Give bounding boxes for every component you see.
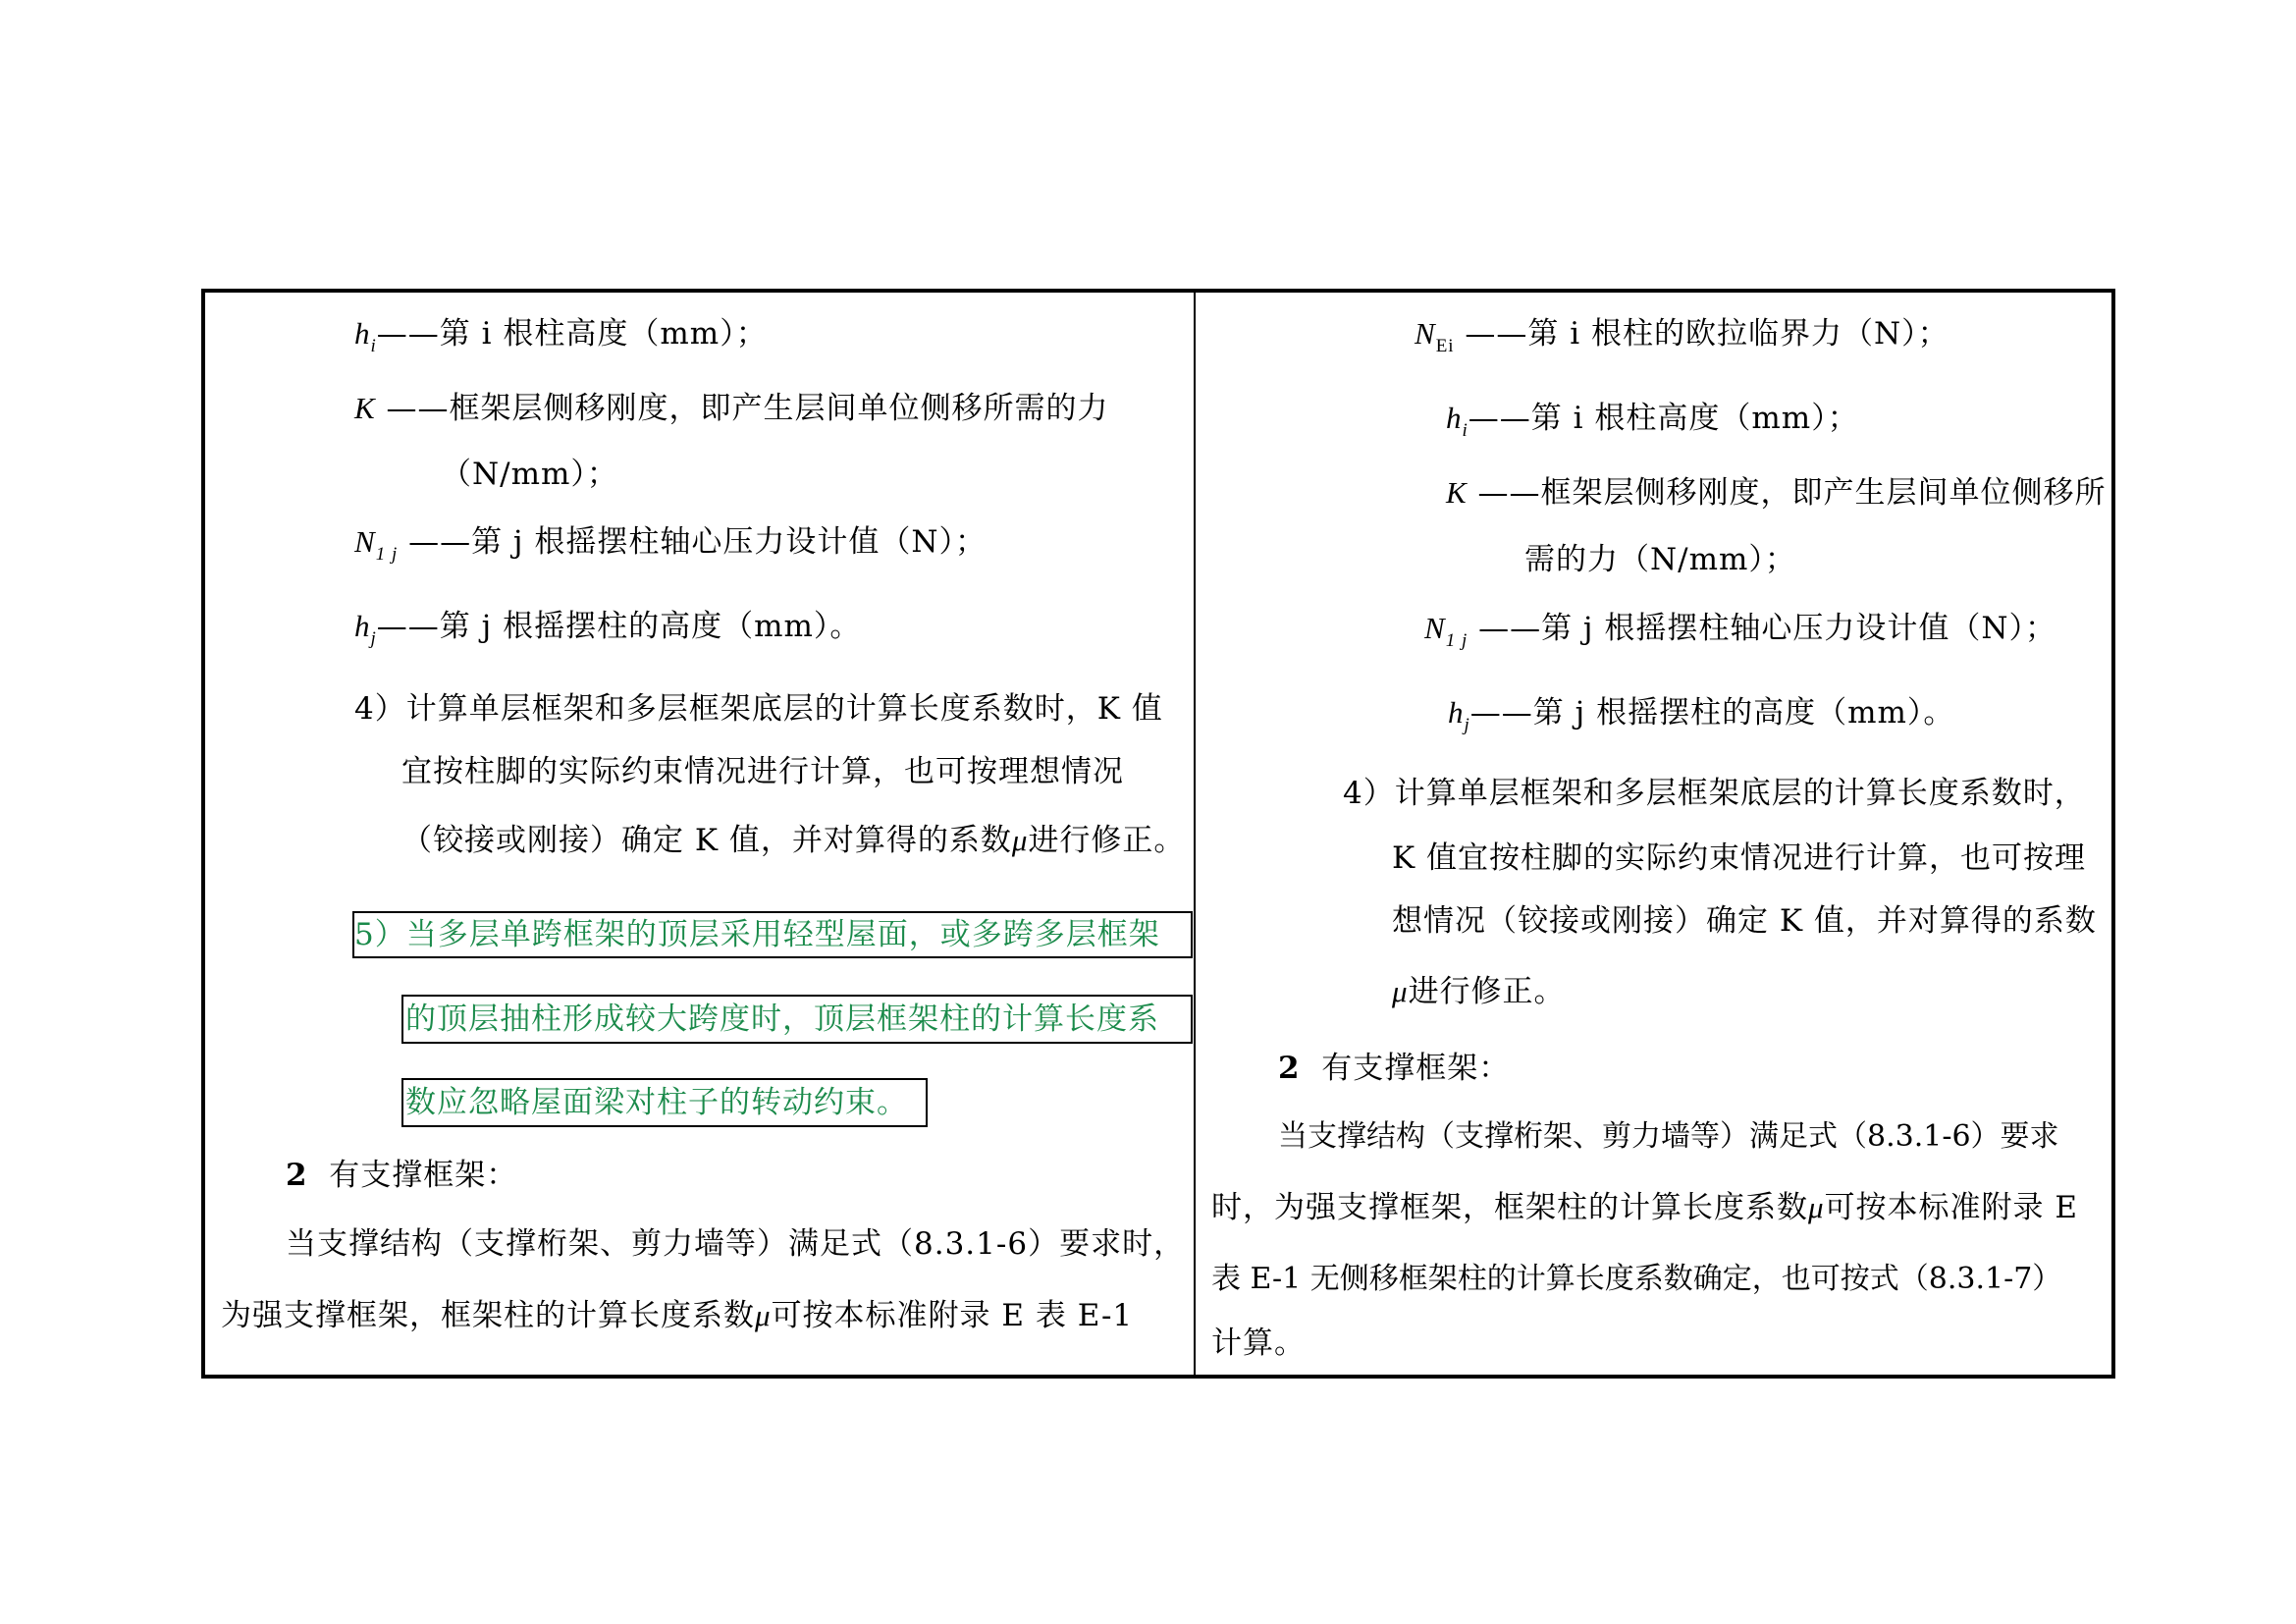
left-column	[205, 293, 1192, 1375]
def-nei	[1415, 314, 1949, 366]
mu-symbol: μ	[1011, 823, 1029, 857]
definition-text: ——第 j 根摇摆柱的高度（mm）。	[376, 609, 862, 644]
item5-line3: 数应忽略屋面梁对柱子的转动约束。	[405, 1085, 908, 1120]
definition-text: ——框架层侧移刚度，即产生层间单位侧移所需的力	[375, 391, 1109, 426]
def-k	[1446, 473, 2107, 513]
comparison-table	[201, 289, 2115, 1379]
item4-line1: 4）计算单层框架和多层框架底层的计算长度系数时，K 值	[354, 691, 1163, 727]
symbol: N	[1415, 316, 1436, 351]
def-hi	[1446, 399, 1859, 451]
mu-symbol: μ	[1808, 1190, 1825, 1224]
para-line2: 为强支撑框架，框架柱的计算长度系数μ可按本标准附录 E 表 E-1	[221, 1298, 1134, 1333]
symbol-subscript: i	[1462, 420, 1468, 441]
item5-line1: 5）当多层单跨框架的顶层采用轻型屋面，或多跨多层框架	[354, 917, 1160, 952]
item4-line3: 想情况（铰接或刚接）确定 K 值，并对算得的系数	[1392, 903, 2097, 939]
section-number: 2	[286, 1158, 308, 1193]
def-n1j	[354, 522, 987, 574]
para-line3: 表 E-1 无侧移框架柱的计算长度系数确定，也可按式（8.3.1-7）	[1211, 1262, 2062, 1296]
item4-line1: 4）计算单层框架和多层框架底层的计算长度系数时，	[1343, 776, 2086, 811]
symbol-subscript: j	[1464, 715, 1470, 735]
item4-line3: （铰接或刚接）确定 K 值，并对算得的系数μ进行修正。	[401, 823, 1186, 858]
section2-heading	[1278, 1049, 1510, 1088]
section-title: 有支撑框架：	[1321, 1051, 1511, 1086]
para-line1: 当支撑结构（支撑桁架、剪力墙等）满足式（8.3.1-6）要求	[1278, 1119, 2059, 1154]
symbol: K	[1446, 475, 1468, 510]
definition-text: ——第 j 根摇摆柱轴心压力设计值（N）；	[398, 524, 988, 560]
item4-line2: K 值宜按柱脚的实际约束情况进行计算，也可按理	[1392, 840, 2087, 876]
definition-text: ——第 i 根柱的欧拉临界力（N）；	[1454, 316, 1949, 352]
def-k-cont: （N/mm）；	[441, 457, 618, 492]
definition-text: ——第 j 根摇摆柱轴心压力设计值（N）；	[1468, 611, 2057, 646]
symbol-subscript: 1 j	[375, 544, 399, 565]
symbol: K	[354, 391, 376, 425]
section-title: 有支撑框架：	[329, 1158, 518, 1193]
symbol: N	[354, 524, 376, 559]
mu-symbol: μ	[755, 1298, 772, 1332]
symbol-subscript: Ei	[1435, 336, 1455, 356]
section2-heading	[286, 1156, 517, 1195]
def-hj	[1448, 693, 1954, 745]
symbol-subscript: 1 j	[1445, 630, 1468, 651]
definition-text: ——第 i 根柱高度（mm）；	[1468, 401, 1859, 436]
symbol: h	[354, 316, 371, 351]
mu-symbol: μ	[1392, 974, 1409, 1008]
para-line4: 计算。	[1211, 1326, 1306, 1361]
definition-text: ——框架层侧移刚度，即产生层间单位侧移所	[1467, 475, 2107, 511]
section-number: 2	[1278, 1051, 1301, 1086]
right-column	[1196, 293, 2115, 1375]
def-k-cont: 需的力（N/mm）；	[1524, 542, 1796, 577]
symbol: N	[1424, 611, 1446, 645]
symbol: h	[354, 609, 371, 643]
def-hj	[354, 607, 861, 659]
item4-line2: 宜按柱脚的实际约束情况进行计算，也可按理想情况	[401, 754, 1124, 789]
def-n1j	[1424, 609, 2056, 661]
def-hi	[354, 314, 768, 366]
definition-text: ——第 i 根柱高度（mm）；	[376, 316, 768, 352]
item4-line4: μ进行修正。	[1392, 974, 1566, 1009]
symbol-subscript: i	[370, 336, 377, 356]
symbol: h	[1448, 695, 1465, 730]
para-line2: 时，为强支撑框架，框架柱的计算长度系数μ可按本标准附录 E	[1211, 1190, 2079, 1225]
para-line1: 当支撑结构（支撑桁架、剪力墙等）满足式（8.3.1-6）要求时，	[286, 1226, 1186, 1262]
symbol: h	[1446, 401, 1463, 435]
item5-line2: 的顶层抽柱形成较大跨度时，顶层框架柱的计算长度系	[405, 1001, 1159, 1037]
def-k	[354, 389, 1109, 428]
symbol-subscript: j	[370, 628, 377, 649]
definition-text: ——第 j 根摇摆柱的高度（mm）。	[1469, 695, 1955, 731]
